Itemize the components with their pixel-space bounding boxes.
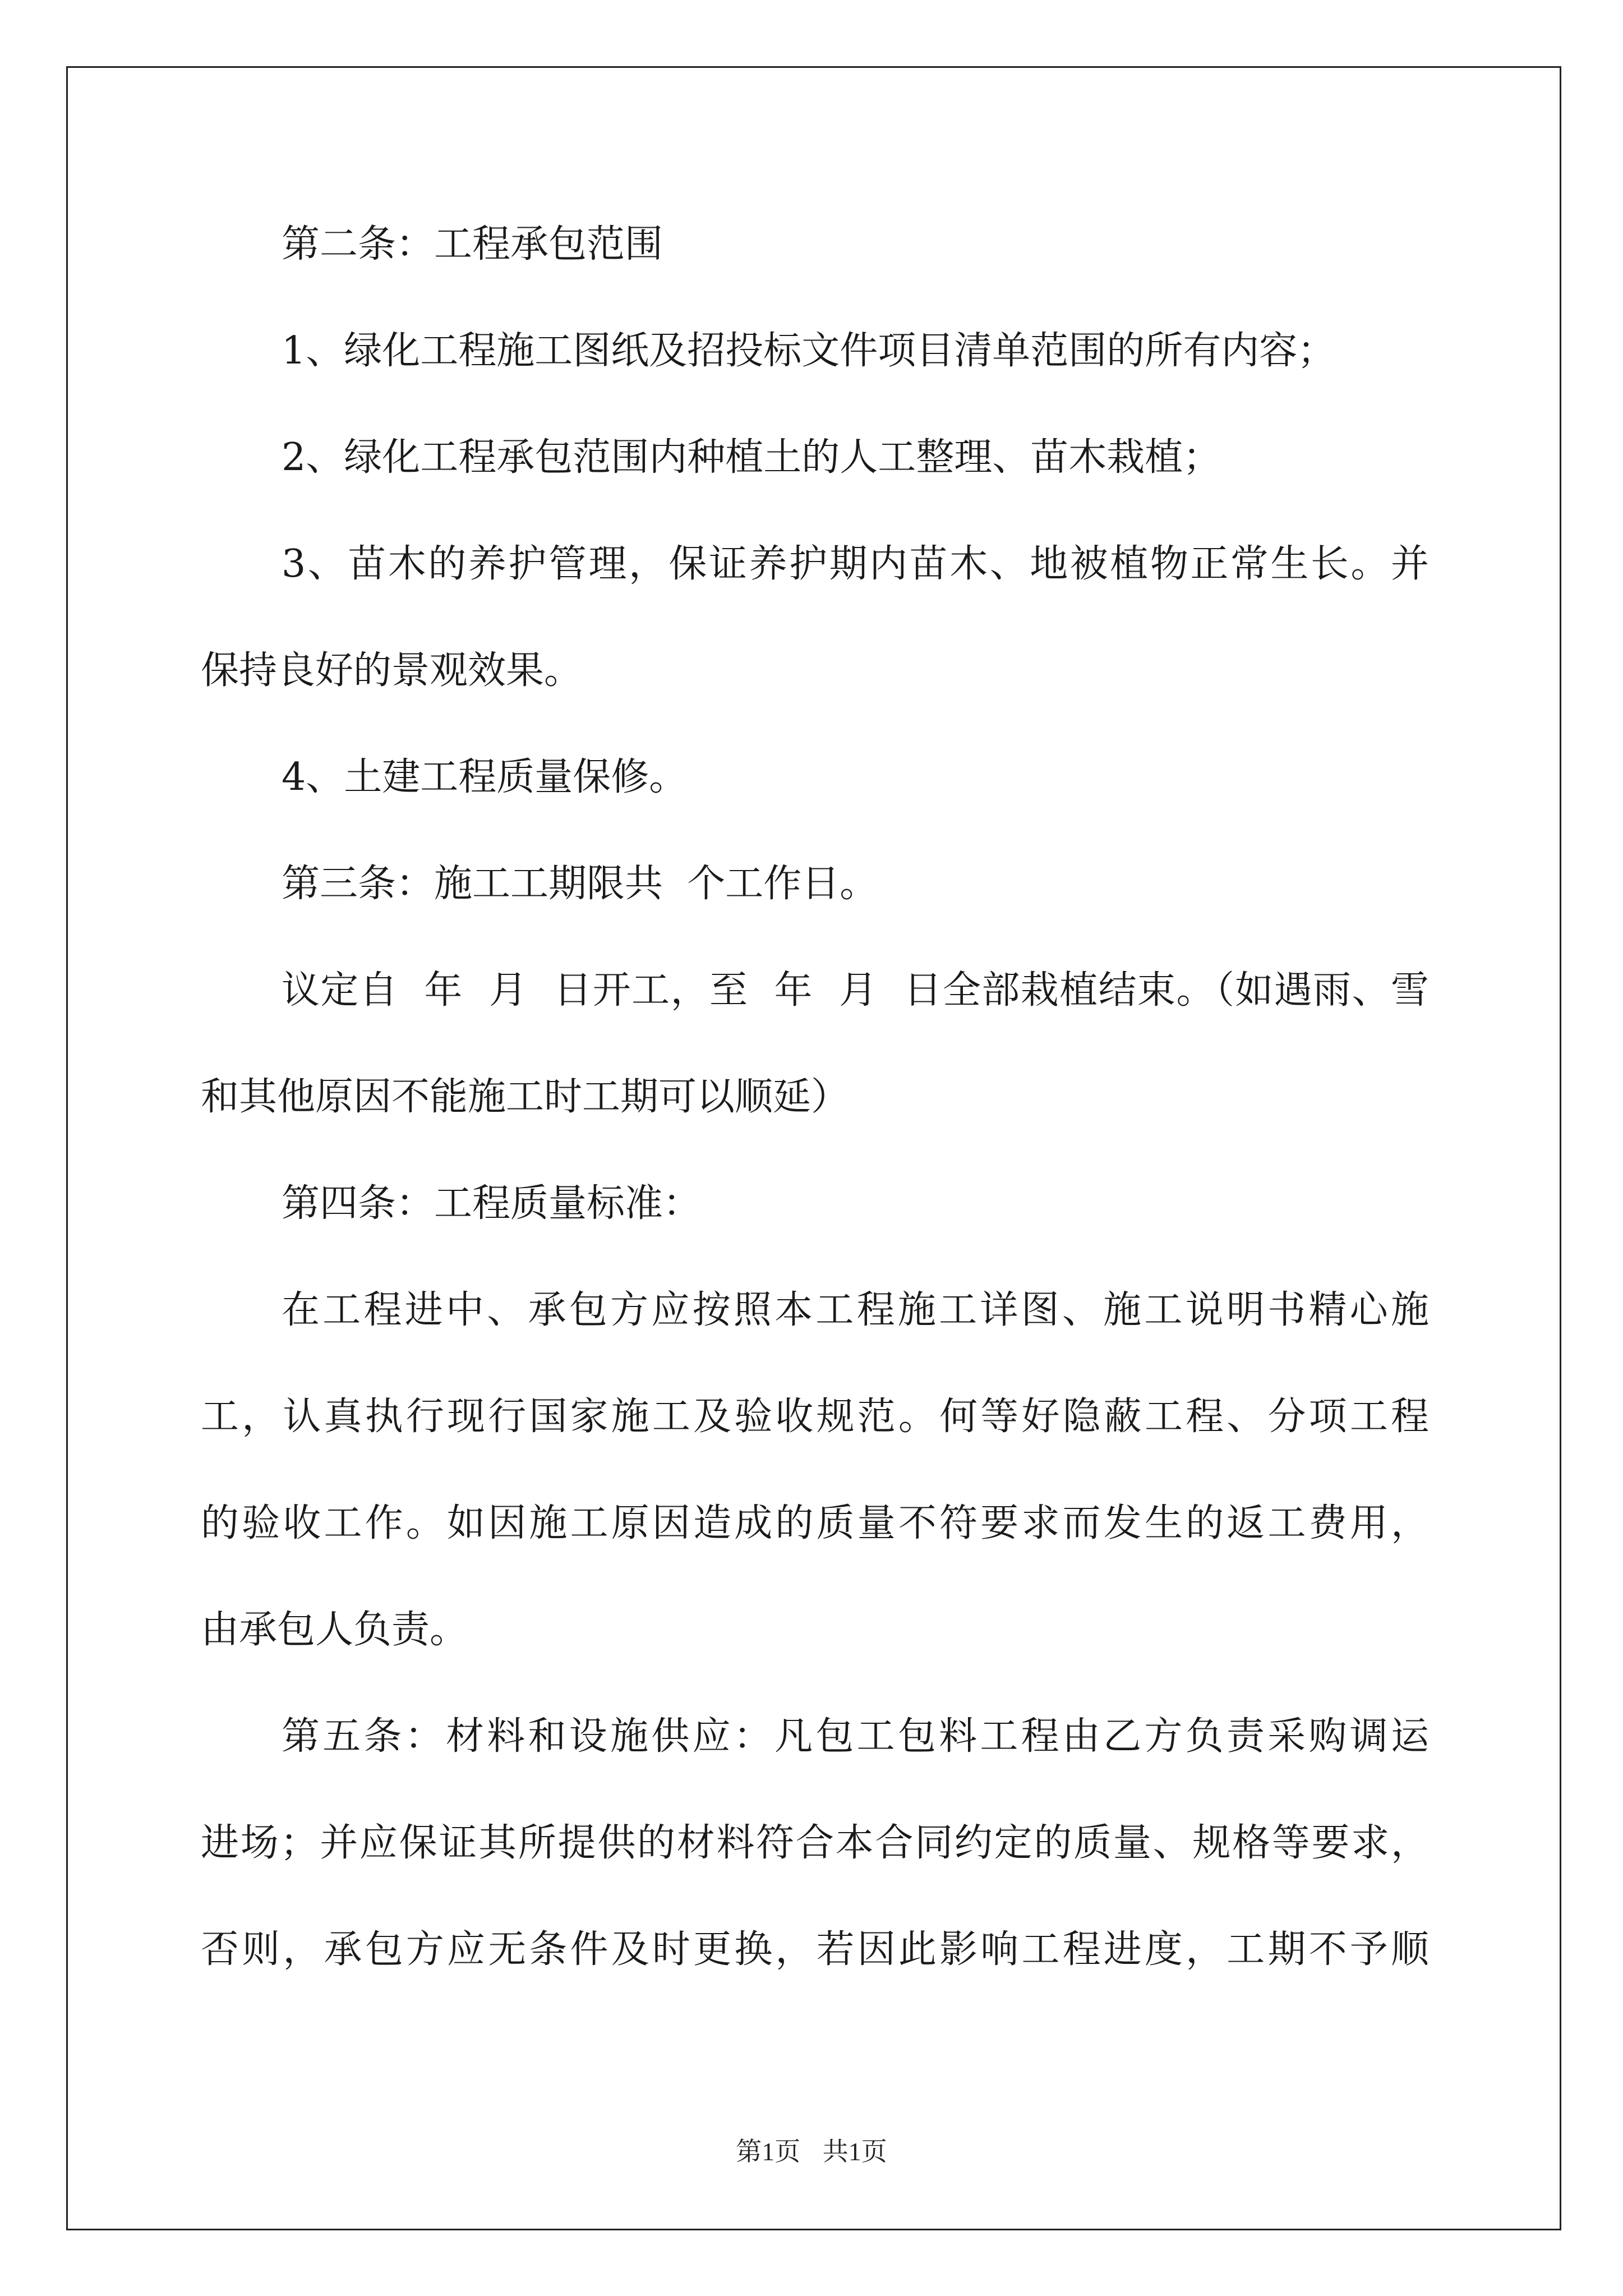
article-5-paragraph-line-3: 否则，承包方应无条件及时更换，若因此影响工程进度，工期不予顺 <box>201 1927 1429 1972</box>
article-2-item-3-line-1: 3、苗木的养护管理，保证养护期内苗木、地被植物正常生长。并 <box>282 542 1429 586</box>
article-2-item-3-line-2: 保持良好的景观效果。 <box>201 648 583 693</box>
page-number: 第1页 <box>736 2137 801 2166</box>
article-3-schedule-line-2: 和其他原因不能施工时工期可以顺延） <box>201 1075 850 1119</box>
page-total: 共1页 <box>822 2137 887 2166</box>
article-5-paragraph-line-2: 进场；并应保证其所提供的材料符合本合同约定的质量、规格等要求， <box>201 1821 1429 1865</box>
page-footer <box>0 2135 1623 2169</box>
page-border <box>66 66 1561 2230</box>
article-2-heading: 第二条：工程承包范围 <box>282 222 663 266</box>
article-2-item-4: 4、土建工程质量保修。 <box>282 755 688 799</box>
article-4-paragraph-line-3: 的验收工作。如因施工原因造成的质量不符要求而发生的返工费用， <box>201 1501 1429 1545</box>
article-5-paragraph-line-1: 第五条：材料和设施供应：凡包工包料工程由乙方负责采购调运 <box>282 1714 1429 1759</box>
article-3-schedule-line-1: 议定自 年 月 日开工，至 年 月 日全部栽植结束。（如遇雨、雪 <box>282 968 1429 1013</box>
article-4-heading: 第四条：工程质量标准： <box>282 1181 702 1226</box>
article-4-paragraph-line-2: 工，认真执行现行国家施工及验收规范。何等好隐蔽工程、分项工程 <box>201 1395 1429 1439</box>
article-4-paragraph-line-4: 由承包人负责。 <box>201 1608 468 1652</box>
article-4-paragraph-line-1: 在工程进中、承包方应按照本工程施工详图、施工说明书精心施 <box>282 1288 1429 1332</box>
article-2-item-2: 2、绿化工程承包范围内种植土的人工整理、苗木栽植； <box>282 435 1221 480</box>
article-3-heading: 第三条：施工工期限共 个工作日。 <box>282 862 878 906</box>
article-2-item-1: 1、绿化工程施工图纸及招投标文件项目清单范围的所有内容； <box>282 329 1336 373</box>
